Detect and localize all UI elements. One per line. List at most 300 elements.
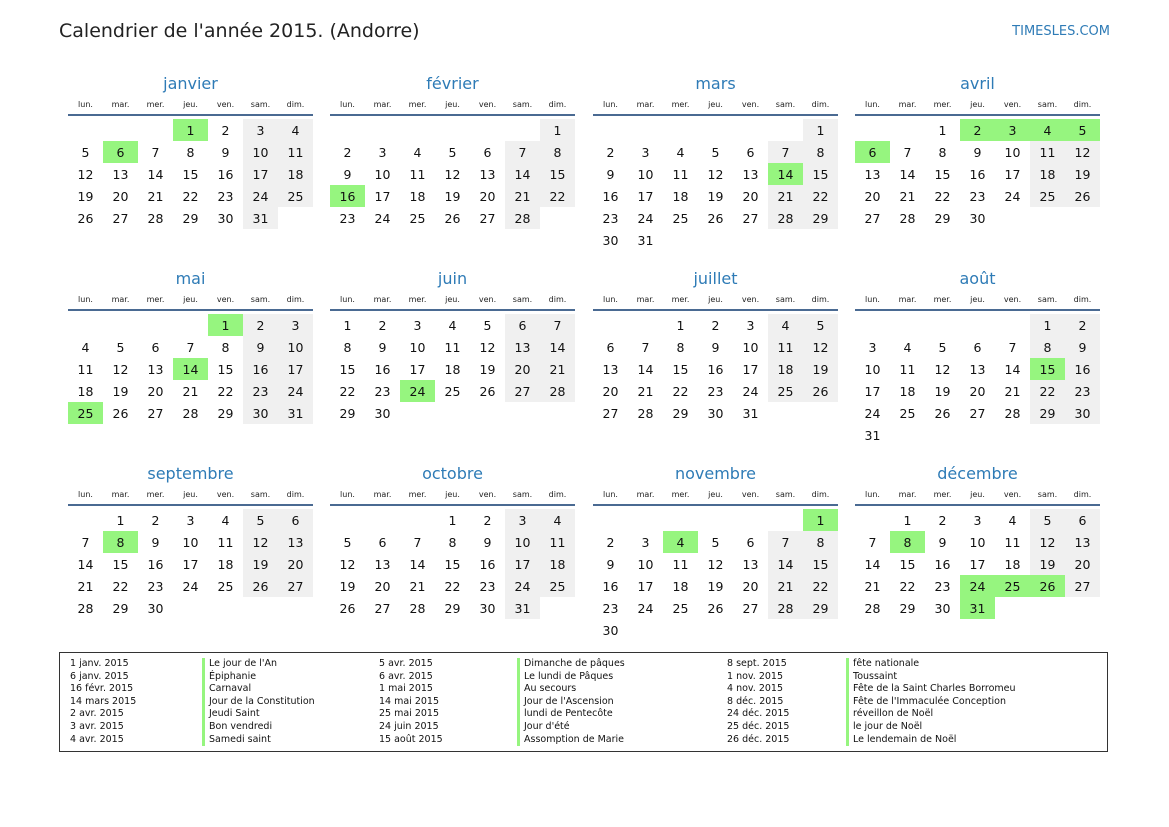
weekday-label: dim.	[1073, 100, 1092, 109]
day-cell: 11	[217, 534, 234, 550]
weekday-label: mar.	[111, 100, 130, 109]
day-cell: 20	[374, 578, 391, 594]
day-cell: 6	[483, 144, 492, 160]
empty-cell	[505, 119, 540, 141]
weekday-label: sam.	[250, 100, 271, 109]
holiday-day-cell: 2	[960, 119, 995, 141]
day-cell: 19	[934, 383, 951, 399]
day-cell: 18	[540, 553, 575, 575]
empty-cell	[138, 119, 173, 141]
empty-cell	[435, 119, 470, 141]
holiday-day-cell: 6	[855, 141, 890, 163]
weekday-header	[855, 96, 1100, 116]
legend-date: 14 mai 2015	[379, 695, 440, 707]
day-cell: 21	[637, 383, 654, 399]
weekday-label: mer.	[146, 490, 165, 499]
day-cell: 19	[1065, 163, 1100, 185]
day-cell: 24	[742, 383, 759, 399]
month-name: décembre	[937, 464, 1018, 483]
day-cell: 20	[602, 383, 619, 399]
month-11	[855, 462, 1100, 619]
day-cell: 18	[672, 578, 689, 594]
legend-holiday-name: Jeudi Saint	[202, 708, 315, 721]
day-cell: 30	[1065, 402, 1100, 424]
legend-date: 6 janv. 2015	[70, 670, 129, 682]
day-cell: 2	[711, 317, 720, 333]
day-cell: 9	[343, 166, 352, 182]
day-cell: 26	[707, 210, 724, 226]
day-cell: 28	[768, 597, 803, 619]
day-grid	[330, 509, 575, 619]
day-cell: 11	[278, 141, 313, 163]
day-cell: 29	[217, 405, 234, 421]
day-cell: 4	[81, 339, 90, 355]
holiday-day-cell: 1	[208, 314, 243, 336]
day-cell: 3	[413, 317, 422, 333]
day-cell: 28	[768, 207, 803, 229]
day-cell: 23	[374, 383, 391, 399]
day-cell: 13	[969, 361, 986, 377]
day-cell: 28	[1004, 405, 1021, 421]
day-cell: 4	[448, 317, 457, 333]
day-grid	[593, 119, 838, 251]
day-cell: 15	[899, 556, 916, 572]
day-cell: 8	[221, 339, 230, 355]
day-cell: 1	[903, 512, 912, 528]
weekday-label: mer.	[146, 295, 165, 304]
day-cell: 5	[116, 339, 125, 355]
month-7	[855, 267, 1100, 446]
day-cell: 24	[1004, 188, 1021, 204]
empty-cell	[173, 314, 208, 336]
day-cell: 3	[973, 512, 982, 528]
day-cell: 1	[938, 122, 947, 138]
day-cell: 27	[602, 405, 619, 421]
weekday-header	[68, 486, 313, 506]
day-cell: 29	[182, 210, 199, 226]
day-cell: 12	[479, 339, 496, 355]
day-cell: 21	[77, 578, 94, 594]
day-cell: 29	[803, 207, 838, 229]
day-cell: 15	[540, 163, 575, 185]
day-cell: 7	[868, 534, 877, 550]
day-cell: 6	[746, 534, 755, 550]
day-cell: 19	[707, 578, 724, 594]
day-cell: 4	[540, 509, 575, 531]
day-cell: 6	[606, 339, 615, 355]
site-link[interactable]: TIMESLES.COM	[1012, 24, 1110, 39]
day-cell: 2	[606, 144, 615, 160]
legend-holiday-name: fête nationale	[846, 658, 1016, 671]
weekday-header	[68, 96, 313, 116]
day-cell: 30	[969, 210, 986, 226]
day-cell: 7	[903, 144, 912, 160]
day-cell: 30	[602, 232, 619, 248]
day-cell: 24	[505, 575, 540, 597]
empty-cell	[890, 314, 925, 336]
day-cell: 7	[186, 339, 195, 355]
empty-cell	[593, 509, 628, 531]
day-cell: 22	[803, 575, 838, 597]
day-cell: 11	[540, 531, 575, 553]
empty-cell	[768, 119, 803, 141]
day-cell: 11	[77, 361, 94, 377]
holiday-day-cell: 26	[1030, 575, 1065, 597]
weekday-header	[593, 486, 838, 506]
day-cell: 14	[864, 556, 881, 572]
day-cell: 9	[221, 144, 230, 160]
day-cell: 28	[864, 600, 881, 616]
holiday-day-cell: 25	[68, 402, 103, 424]
weekday-label: dim.	[286, 100, 305, 109]
day-cell: 11	[672, 166, 689, 182]
month-name: novembre	[674, 464, 757, 483]
legend-holiday-name: Le lundi de Pâques	[517, 671, 625, 684]
day-cell: 12	[1065, 141, 1100, 163]
weekday-label: ven.	[216, 100, 235, 109]
day-cell: 27	[969, 405, 986, 421]
day-cell: 10	[505, 531, 540, 553]
legend-holiday-name: Bon vendredi	[202, 721, 315, 734]
weekday-label: jeu.	[183, 295, 198, 304]
day-cell: 10	[1004, 144, 1021, 160]
day-cell: 5	[938, 339, 947, 355]
day-cell: 18	[409, 188, 426, 204]
month-6	[593, 267, 838, 424]
day-cell: 11	[672, 556, 689, 572]
weekday-label: jeu.	[183, 100, 198, 109]
month-name: février	[426, 74, 479, 93]
weekday-label: dim.	[1073, 490, 1092, 499]
legend-dates-col-1	[70, 658, 136, 746]
weekday-label: dim.	[548, 100, 567, 109]
day-cell: 25	[672, 210, 689, 226]
weekday-header	[330, 96, 575, 116]
day-cell: 6	[505, 314, 540, 336]
day-cell: 13	[742, 556, 759, 572]
day-cell: 23	[602, 210, 619, 226]
day-cell: 7	[768, 531, 803, 553]
day-cell: 3	[746, 317, 755, 333]
day-cell: 27	[278, 575, 313, 597]
day-cell: 16	[602, 578, 619, 594]
holiday-day-cell: 8	[103, 531, 138, 553]
month-8	[68, 462, 313, 619]
day-cell: 25	[278, 185, 313, 207]
holiday-day-cell: 24	[400, 380, 435, 402]
weekday-label: sam.	[512, 490, 533, 499]
day-cell: 8	[803, 531, 838, 553]
day-cell: 21	[899, 188, 916, 204]
day-cell: 25	[409, 210, 426, 226]
day-cell: 21	[1004, 383, 1021, 399]
empty-cell	[925, 314, 960, 336]
holiday-day-cell: 25	[995, 575, 1030, 597]
day-cell: 30	[479, 600, 496, 616]
day-cell: 17	[409, 361, 426, 377]
weekday-label: dim.	[286, 295, 305, 304]
day-grid	[68, 509, 313, 619]
legend-date: 3 avr. 2015	[70, 720, 124, 732]
day-cell: 27	[864, 210, 881, 226]
day-cell: 31	[637, 232, 654, 248]
weekday-header	[855, 291, 1100, 311]
day-cell: 22	[182, 188, 199, 204]
legend-holiday-name: Fête de l'Immaculée Conception	[846, 696, 1016, 709]
day-cell: 26	[934, 405, 951, 421]
weekday-label: mar.	[636, 490, 655, 499]
day-cell: 18	[899, 383, 916, 399]
day-cell: 22	[112, 578, 129, 594]
weekday-label: mer.	[408, 490, 427, 499]
day-cell: 12	[934, 361, 951, 377]
day-cell: 28	[637, 405, 654, 421]
day-cell: 23	[1065, 380, 1100, 402]
day-cell: 30	[217, 210, 234, 226]
day-cell: 27	[742, 600, 759, 616]
day-cell: 9	[151, 534, 160, 550]
day-grid	[330, 314, 575, 424]
day-cell: 8	[540, 141, 575, 163]
weekday-label: mar.	[898, 295, 917, 304]
month-10	[593, 462, 838, 641]
legend-date: 4 nov. 2015	[727, 683, 783, 695]
day-cell: 12	[707, 166, 724, 182]
day-cell: 6	[151, 339, 160, 355]
day-cell: 30	[374, 405, 391, 421]
month-name: juin	[437, 269, 468, 288]
day-cell: 20	[278, 553, 313, 575]
day-cell: 5	[711, 534, 720, 550]
legend-date: 1 mai 2015	[379, 683, 433, 695]
weekday-label: ven.	[478, 100, 497, 109]
empty-cell	[68, 509, 103, 531]
day-cell: 12	[803, 336, 838, 358]
weekday-label: ven.	[478, 295, 497, 304]
weekday-label: sam.	[250, 295, 271, 304]
month-9	[330, 462, 575, 619]
holiday-day-cell: 8	[890, 531, 925, 553]
day-cell: 12	[707, 556, 724, 572]
day-cell: 22	[934, 188, 951, 204]
day-cell: 21	[864, 578, 881, 594]
day-cell: 17	[742, 361, 759, 377]
empty-cell	[628, 314, 663, 336]
page-title: Calendrier de l'année 2015. (Andorre)	[59, 20, 420, 42]
weekday-header	[330, 291, 575, 311]
day-cell: 1	[343, 317, 352, 333]
empty-cell	[593, 314, 628, 336]
legend-holiday-name: Assomption de Marie	[517, 734, 625, 747]
day-cell: 17	[864, 383, 881, 399]
weekday-label: mar.	[373, 295, 392, 304]
month-0	[68, 72, 313, 229]
weekday-label: ven.	[216, 490, 235, 499]
day-cell: 26	[112, 405, 129, 421]
day-cell: 19	[803, 358, 838, 380]
day-cell: 14	[768, 553, 803, 575]
legend-date: 8 déc. 2015	[727, 695, 784, 707]
empty-cell	[733, 119, 768, 141]
day-cell: 2	[221, 122, 230, 138]
legend-holiday-name: Le jour de l'An	[202, 658, 315, 671]
day-cell: 10	[864, 361, 881, 377]
holiday-day-cell: 4	[663, 531, 698, 553]
empty-cell	[698, 509, 733, 531]
holiday-day-cell: 1	[173, 119, 208, 141]
day-cell: 30	[243, 402, 278, 424]
empty-cell	[68, 119, 103, 141]
weekday-label: jeu.	[708, 295, 723, 304]
day-cell: 16	[217, 166, 234, 182]
day-cell: 2	[1065, 314, 1100, 336]
weekday-label: lun.	[78, 100, 93, 109]
day-cell: 15	[803, 553, 838, 575]
day-cell: 24	[243, 185, 278, 207]
day-cell: 27	[147, 405, 164, 421]
empty-cell	[400, 119, 435, 141]
day-cell: 19	[1030, 553, 1065, 575]
day-grid	[855, 314, 1100, 446]
weekday-label: jeu.	[445, 490, 460, 499]
day-cell: 26	[339, 600, 356, 616]
day-cell: 19	[77, 188, 94, 204]
day-cell: 13	[479, 166, 496, 182]
holiday-day-cell: 5	[1065, 119, 1100, 141]
day-cell: 10	[278, 336, 313, 358]
day-cell: 20	[742, 188, 759, 204]
day-cell: 2	[378, 317, 387, 333]
day-cell: 1	[116, 512, 125, 528]
month-5	[330, 267, 575, 424]
weekday-label: mar.	[636, 295, 655, 304]
day-cell: 3	[186, 512, 195, 528]
month-name: avril	[960, 74, 995, 93]
day-cell: 16	[1065, 358, 1100, 380]
day-cell: 20	[479, 188, 496, 204]
month-name: juillet	[693, 269, 738, 288]
day-cell: 21	[768, 575, 803, 597]
day-cell: 10	[637, 166, 654, 182]
day-cell: 29	[1030, 402, 1065, 424]
legend-date: 25 déc. 2015	[727, 720, 790, 732]
day-grid	[593, 509, 838, 641]
weekday-label: sam.	[512, 100, 533, 109]
day-cell: 18	[1030, 163, 1065, 185]
day-cell: 16	[479, 556, 496, 572]
day-cell: 26	[479, 383, 496, 399]
weekday-label: lun.	[865, 490, 880, 499]
day-cell: 31	[742, 405, 759, 421]
day-cell: 8	[343, 339, 352, 355]
holiday-day-cell: 16	[330, 185, 365, 207]
day-cell: 5	[243, 509, 278, 531]
day-cell: 8	[186, 144, 195, 160]
day-cell: 11	[1030, 141, 1065, 163]
day-cell: 12	[243, 531, 278, 553]
legend-holiday-name: Le lendemain de Noël	[846, 734, 1016, 747]
legend-names-col-1	[202, 658, 315, 746]
day-cell: 20	[969, 383, 986, 399]
day-cell: 29	[803, 597, 838, 619]
day-cell: 20	[505, 358, 540, 380]
day-cell: 23	[147, 578, 164, 594]
day-cell: 15	[112, 556, 129, 572]
empty-cell	[663, 119, 698, 141]
day-cell: 24	[637, 210, 654, 226]
legend-holiday-name: Carnaval	[202, 683, 315, 696]
month-4	[68, 267, 313, 424]
day-cell: 1	[448, 512, 457, 528]
empty-cell	[768, 509, 803, 531]
day-cell: 21	[182, 383, 199, 399]
weekday-header	[68, 291, 313, 311]
weekday-label: lun.	[340, 100, 355, 109]
day-cell: 12	[1030, 531, 1065, 553]
weekday-label: jeu.	[970, 100, 985, 109]
legend-date: 24 juin 2015	[379, 720, 439, 732]
day-cell: 25	[899, 405, 916, 421]
day-cell: 17	[637, 578, 654, 594]
weekday-label: sam.	[775, 100, 796, 109]
weekday-label: ven.	[741, 490, 760, 499]
empty-cell	[593, 119, 628, 141]
day-cell: 25	[1030, 185, 1065, 207]
day-cell: 22	[444, 578, 461, 594]
day-cell: 24	[864, 405, 881, 421]
month-name: octobre	[422, 464, 483, 483]
day-cell: 20	[742, 578, 759, 594]
legend-date: 1 nov. 2015	[727, 670, 783, 682]
day-cell: 6	[746, 144, 755, 160]
day-cell: 1	[676, 317, 685, 333]
day-cell: 7	[413, 534, 422, 550]
day-cell: 31	[505, 597, 540, 619]
legend-date: 24 déc. 2015	[727, 708, 790, 720]
empty-cell	[663, 509, 698, 531]
day-cell: 15	[672, 361, 689, 377]
day-cell: 7	[768, 141, 803, 163]
month-name: janvier	[163, 74, 218, 93]
day-cell: 27	[374, 600, 391, 616]
holiday-day-cell: 6	[103, 141, 138, 163]
day-cell: 4	[221, 512, 230, 528]
day-cell: 25	[217, 578, 234, 594]
weekday-label: jeu.	[708, 100, 723, 109]
day-cell: 22	[803, 185, 838, 207]
day-cell: 19	[707, 188, 724, 204]
day-cell: 3	[278, 314, 313, 336]
day-cell: 7	[81, 534, 90, 550]
weekday-label: ven.	[741, 295, 760, 304]
day-cell: 20	[864, 188, 881, 204]
day-cell: 5	[711, 144, 720, 160]
weekday-label: jeu.	[183, 490, 198, 499]
day-cell: 17	[637, 188, 654, 204]
day-cell: 30	[602, 622, 619, 638]
day-cell: 5	[483, 317, 492, 333]
day-cell: 18	[77, 383, 94, 399]
day-cell: 13	[112, 166, 129, 182]
day-cell: 15	[339, 361, 356, 377]
day-cell: 11	[899, 361, 916, 377]
day-cell: 8	[803, 141, 838, 163]
day-cell: 26	[77, 210, 94, 226]
weekday-label: lun.	[603, 490, 618, 499]
day-cell: 13	[147, 361, 164, 377]
empty-cell	[855, 119, 890, 141]
empty-cell	[330, 119, 365, 141]
